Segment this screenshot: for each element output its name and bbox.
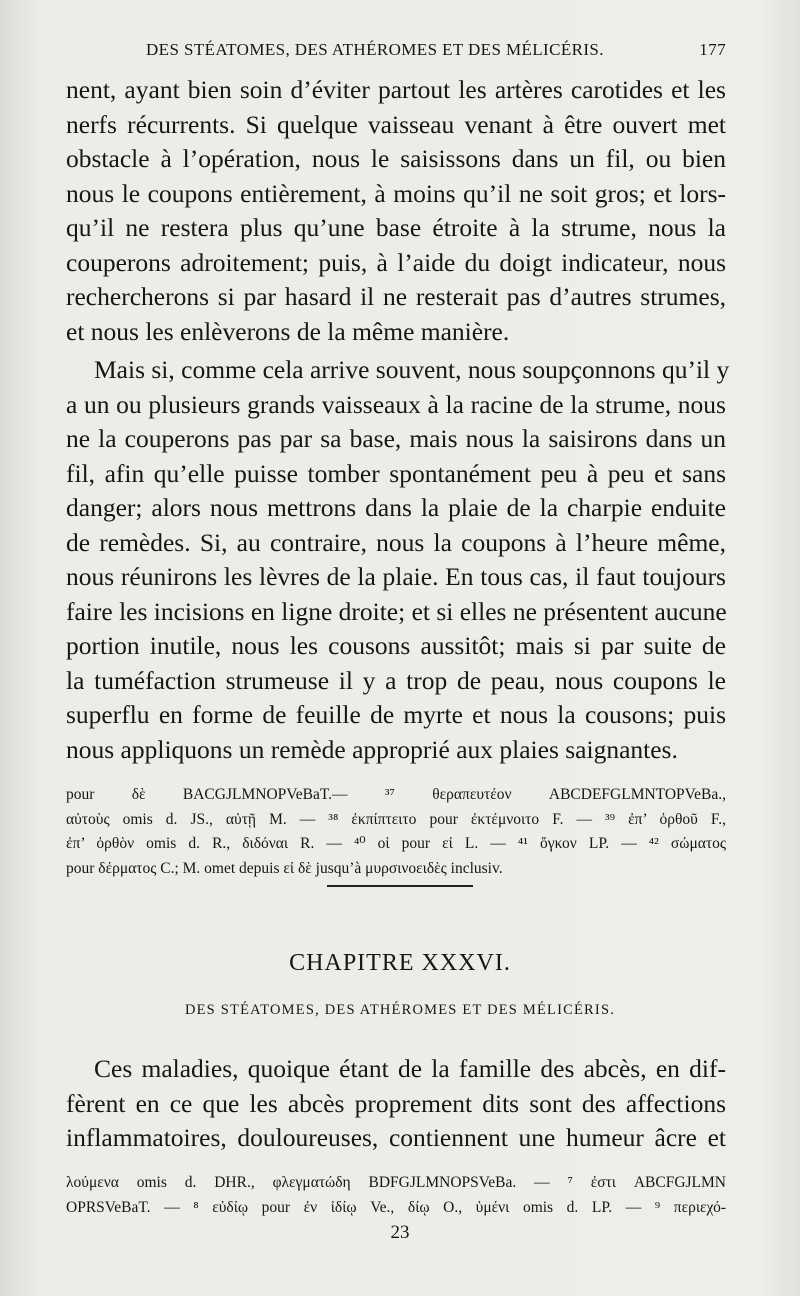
text-line: nous le coupons entièrement, à moins qu’il ne soit gros; et lors- [66, 178, 726, 208]
text-line: et nous les enlèverons de la même manière. [66, 316, 510, 346]
chapter-title: CHAPITRE XXXVI. [289, 950, 511, 976]
text-line: Mais si, comme cela arrive souvent, nous soupçonnons qu’il y [94, 355, 730, 384]
note-line: ἐπ’ ὀρθὸν omis d. R., διδόναι R. — ⁴⁰ οἱ pour εἰ L. — ⁴¹ ὄγκον LP. — ⁴² σώματος [66, 835, 726, 852]
chapter-paragraph [66, 1052, 726, 1156]
paragraph-continuation [66, 73, 726, 349]
section-divider [327, 885, 473, 887]
text-line: fèrent en ce que les abcès proprement dits sont des affections [66, 1088, 726, 1118]
note-line: λούμενα omis d. DHR., φλεγματώδη BDFGJLMNOPSVeBa. — ⁷ ἐστι ABCFGJLMN [66, 1174, 726, 1191]
critical-notes [66, 1171, 726, 1220]
running-head-title: DES STÉATOMES, DES ATHÉROMES ET DES MÉLICÉRIS. [146, 40, 604, 59]
note-line: αὐτοὺς omis d. JS., αὐτῇ M. — ³⁸ ἐκπίπτειτο pour ἐκτέμνοιτο F. — ³⁹ ἐπ’ ὀρθοῦ F., [66, 810, 726, 828]
text-line: nerfs récurrents. Si quelque vaisseau venant à être ouvert met [66, 109, 726, 139]
text-line: nous appliquons un remède approprié aux plaies saignantes. [66, 734, 678, 764]
text-line: de remèdes. Si, au contraire, nous la coupons à l’heure même, [66, 527, 726, 557]
text-line: danger; alors nous mettrons dans la plaie de la charpie enduite [66, 493, 726, 522]
paragraph [66, 353, 730, 767]
note-line: OPRSVeBaT. — ⁸ εὐδίῳ pour ἐν ἰδίῳ Ve., δίῳ O., ὑμένι omis d. LP. — ⁹ περιεχό- [66, 1198, 726, 1216]
text-line: qu’il ne restera plus qu’une base étroite à la strume, nous la [66, 213, 726, 242]
signature-mark: 23 [390, 1222, 410, 1243]
text-line: obstacle à l’opération, nous le saisissons dans un fil, ou bien [66, 144, 726, 173]
text-line: la tuméfaction strumeuse il y a trop de peau, nous coupons le [66, 665, 726, 695]
critical-notes [66, 783, 726, 881]
chapter-subtitle: DES STÉATOMES, DES ATHÉROMES ET DES MÉLICÉRIS. [184, 1002, 616, 1018]
text-line: nous réunirons les lèvres de la plaie. En tous cas, il faut toujours [66, 562, 726, 591]
text-line: a un ou plusieurs grands vaisseaux à la racine de la strume, nous [66, 389, 726, 419]
text-line: rechercherons si par hasard il ne resterait pas d’autres strumes, [66, 282, 726, 311]
text-line: inflammatoires, douloureuses, contiennent une humeur âcre et [66, 1123, 726, 1152]
text-line: fil, afin qu’elle puisse tomber spontanément peu à peu et sans [66, 458, 726, 488]
text-line: ne la couperons pas par sa base, mais nous la saisirons dans un [66, 424, 726, 453]
page-number: 177 [699, 40, 726, 59]
note-line: pour δὲ BACGJLMNOPVeBaT.— ³⁷ θεραπευτέον ABCDEFGLMNTOPVeBa., [66, 786, 726, 803]
note-line: pour δέρματος C.; M. omet depuis εἰ δὲ jusqu’à μυρσινοειδὲς inclusiv. [66, 859, 503, 877]
text-line: Ces maladies, quoique étant de la famille des abcès, en dif- [94, 1054, 726, 1083]
text-line: superflu en forme de feuille de myrte et nous la cousons; puis [66, 700, 726, 729]
text-line: nent, ayant bien soin d’éviter partout les artères carotides et les [66, 75, 726, 104]
text-line: faire les incisions en ligne droite; et si elles ne présentent aucune [66, 596, 727, 626]
text-line: portion inutile, nous les cousons aussitôt; mais si par suite de [66, 631, 726, 660]
text-line: couperons adroitement; puis, à l’aide du doigt indicateur, nous [66, 247, 726, 277]
